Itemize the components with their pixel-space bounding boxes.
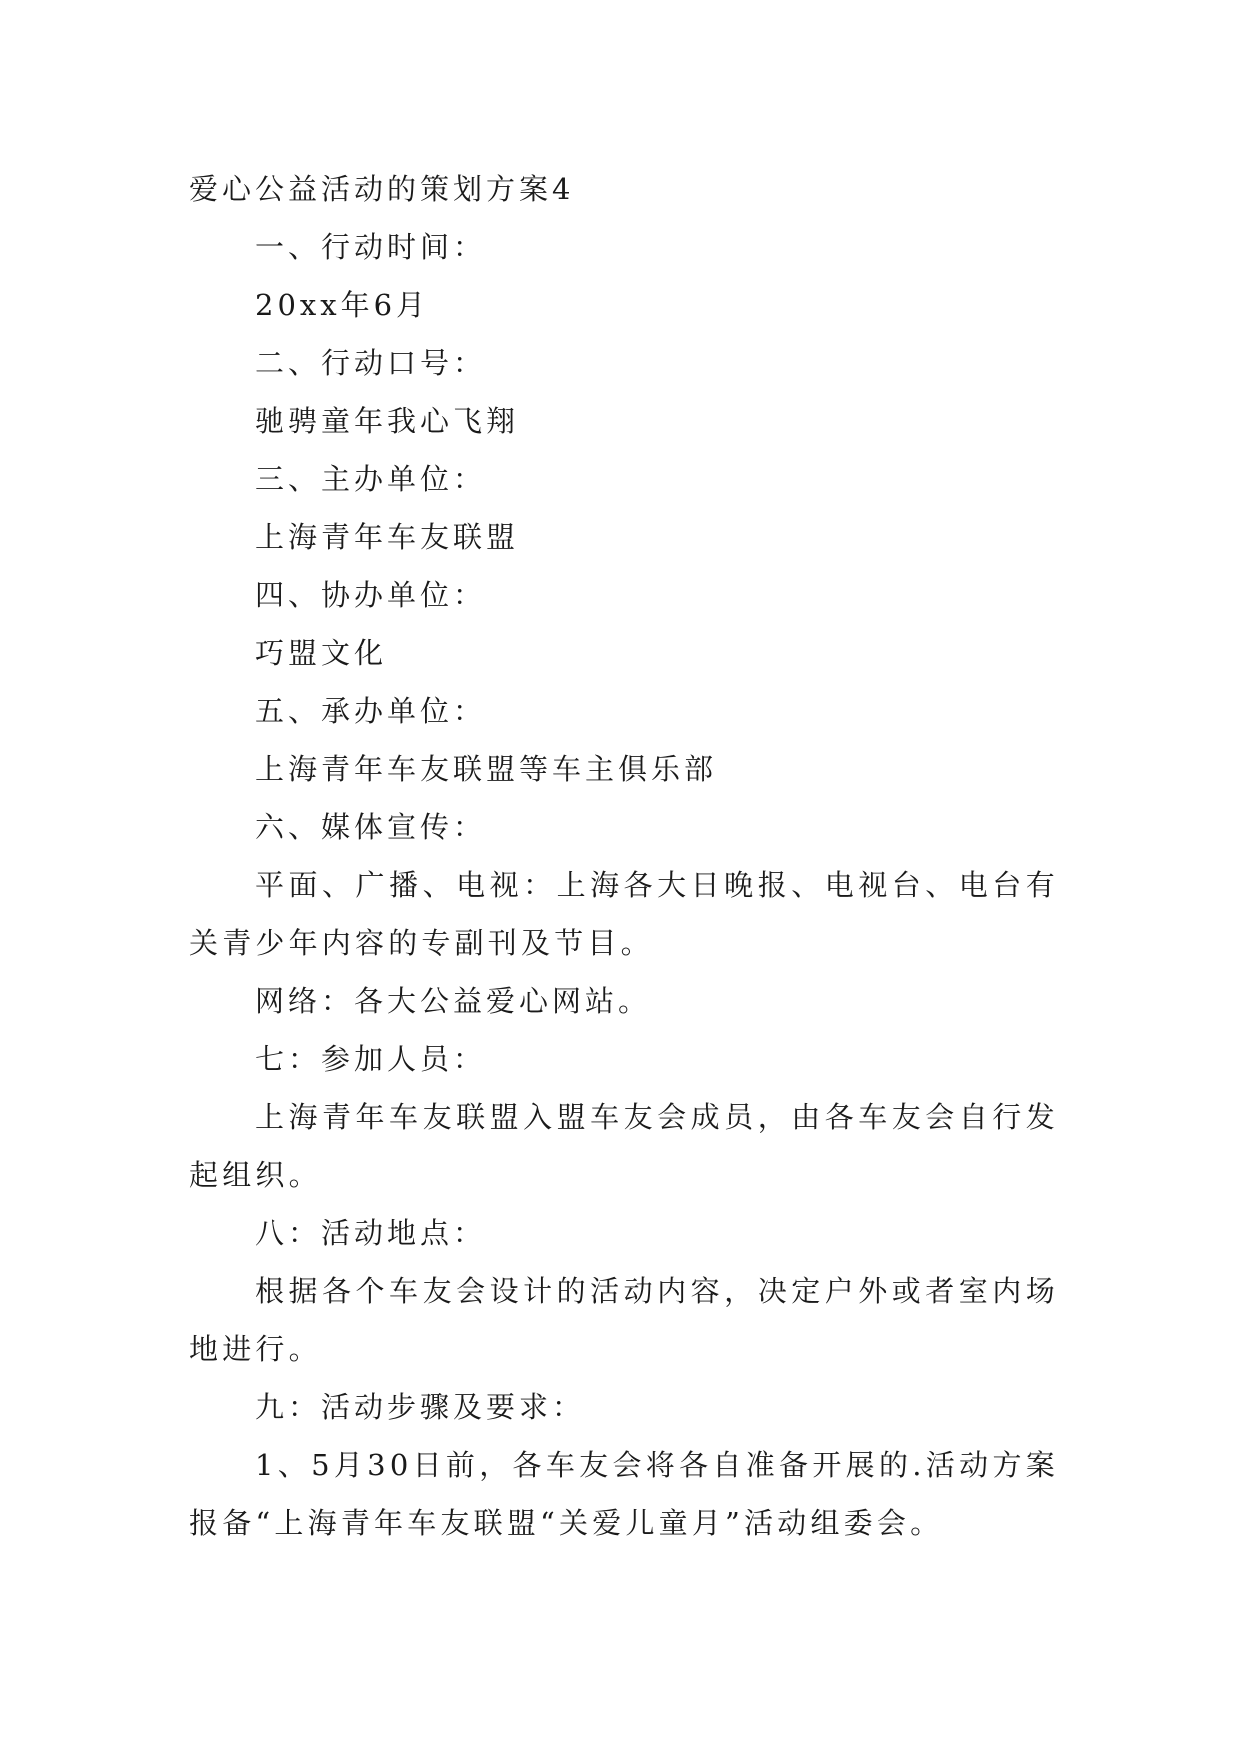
section-heading-time: 一、行动时间： (255, 230, 487, 264)
section-heading-co-organizer: 四、协办单位： (255, 578, 487, 612)
section-heading-location: 八：活动地点： (255, 1216, 487, 1250)
section-body-undertaker: 上海青年车友联盟等车主俱乐部 (255, 752, 718, 786)
section-body-media-web: 网络：各大公益爱心网站。 (255, 984, 652, 1018)
document-body (189, 160, 1059, 1552)
document-title: 爱心公益活动的策划方案4 (189, 172, 575, 206)
section-body-co-organizer: 巧盟文化 (255, 636, 388, 670)
section-heading-undertaker: 五、承办单位： (255, 694, 487, 728)
section-heading-participants: 七：参加人员： (255, 1042, 487, 1076)
section-body-organizer: 上海青年车友联盟 (255, 520, 520, 554)
section-body-time: 20xx年6月 (255, 288, 430, 322)
section-body-steps: 1、5月30日前，各车友会将各自准备开展的.活动方案报备“上海青年车友联盟“关爱儿童月”活动组委会。 (189, 1448, 1059, 1540)
section-body-participants: 上海青年车友联盟入盟车友会成员，由各车友会自行发起组织。 (189, 1100, 1059, 1192)
section-heading-steps: 九：活动步骤及要求： (255, 1390, 586, 1424)
section-body-location: 根据各个车友会设计的活动内容，决定户外或者室内场地进行。 (189, 1274, 1059, 1366)
section-body-slogan: 驰骋童年我心飞翔 (255, 404, 520, 438)
section-heading-slogan: 二、行动口号： (255, 346, 487, 380)
section-body-media: 平面、广播、电视：上海各大日晚报、电视台、电台有关青少年内容的专副刊及节目。 (189, 868, 1059, 960)
section-heading-media: 六、媒体宣传： (255, 810, 487, 844)
section-heading-organizer: 三、主办单位： (255, 462, 487, 496)
